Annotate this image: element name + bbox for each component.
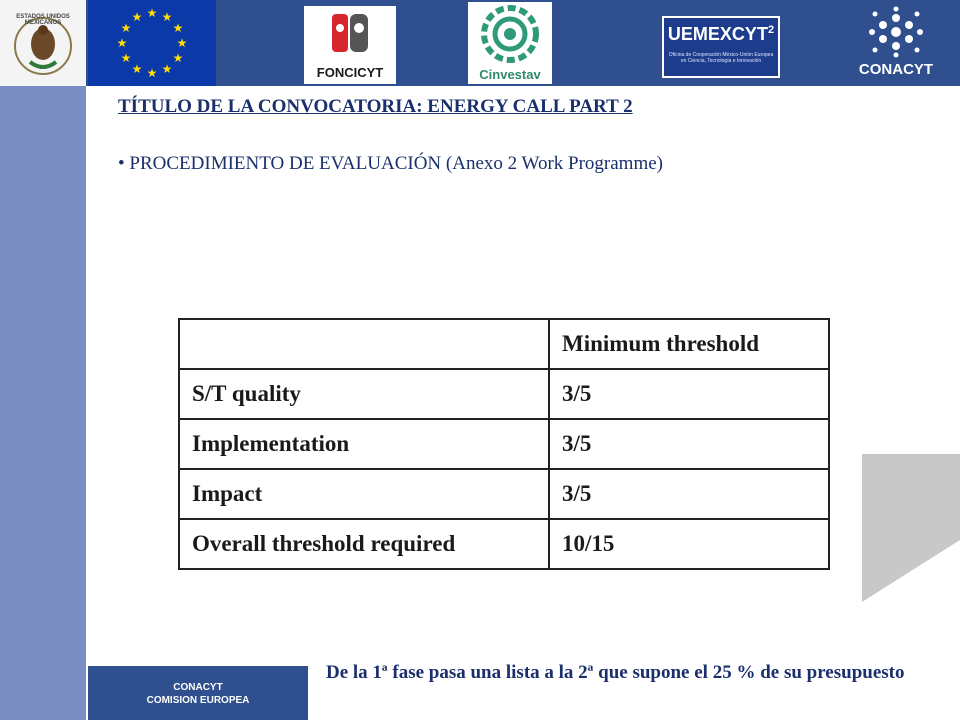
table-header-cell: Minimum threshold	[549, 319, 829, 369]
svg-text:★: ★	[120, 21, 132, 35]
table-header-cell	[179, 319, 549, 369]
footer-line-2: COMISION EUROPEA	[146, 695, 250, 706]
bullet-marker: •	[118, 153, 125, 174]
mexico-coat-of-arms-logo	[0, 0, 86, 86]
threshold-cell: 10/15	[549, 519, 829, 569]
footer-note: De la 1ª fase pasa una lista a la 2ª que supone el 25 % de su presupuesto	[326, 662, 905, 683]
foncicyt-logo	[304, 6, 396, 84]
svg-text:★: ★	[161, 10, 173, 24]
svg-text:★: ★	[172, 51, 184, 65]
eagle-emblem-icon	[0, 0, 86, 86]
cinvestav-emblem-icon	[468, 2, 552, 68]
decorative-gray-shape	[862, 454, 960, 602]
svg-text:★: ★	[131, 62, 143, 76]
criterion-cell: Implementation	[179, 419, 549, 469]
left-sidebar-band	[0, 86, 86, 666]
bullet-item	[118, 153, 663, 175]
uemexcyt-superscript: 2	[767, 24, 775, 36]
table-row	[179, 469, 829, 519]
threshold-cell: 3/5	[549, 419, 829, 469]
uemexcyt-logo	[662, 16, 780, 78]
table-row	[179, 419, 829, 469]
threshold-table	[178, 318, 830, 570]
threshold-cell: 3/5	[549, 369, 829, 419]
eu-flag-logo	[88, 0, 216, 86]
uemexcyt-logo-title: UEMEXCYT$^2$	[667, 24, 775, 44]
conacyt-logo-text: CONACYT	[858, 61, 934, 78]
header-bar	[0, 0, 960, 86]
footer-label-bar	[88, 666, 308, 720]
cinvestav-logo-text: Cinvestav	[479, 67, 541, 82]
foncicyt-logo-text: FONCICYT	[316, 65, 384, 80]
threshold-cell: 3/5	[549, 469, 829, 519]
svg-text:★: ★	[131, 10, 143, 24]
left-sidebar-footer-band	[0, 666, 86, 720]
foncicyt-emblem-icon	[304, 6, 396, 62]
svg-text:★: ★	[161, 62, 173, 76]
table-row	[179, 369, 829, 419]
svg-text:★: ★	[146, 6, 158, 20]
svg-text:★: ★	[116, 36, 128, 50]
footer-line-1: CONACYT	[173, 682, 223, 693]
slide-title: TÍTULO DE LA CONVOCATORIA: ENERGY CALL PART 2	[118, 96, 633, 117]
svg-text:★: ★	[146, 66, 158, 80]
table-row	[179, 519, 829, 569]
criterion-cell: Impact	[179, 469, 549, 519]
table-header-row	[179, 319, 829, 369]
svg-text:★: ★	[176, 36, 188, 50]
conacyt-dots-icon	[850, 6, 942, 58]
uemexcyt-logo-subtitle: Oficina de Cooperación México-Unión Europea en Ciencia, Tecnología e Innovación	[668, 52, 774, 64]
conacyt-logo	[850, 6, 942, 82]
criterion-cell: Overall threshold required	[179, 519, 549, 569]
svg-text:★: ★	[120, 51, 132, 65]
bullet-text: PROCEDIMIENTO DE EVALUACIÓN (Anexo 2 Work Programme)	[129, 153, 663, 174]
cinvestav-logo	[468, 2, 552, 84]
svg-text:★: ★	[172, 21, 184, 35]
eu-stars-icon	[88, 0, 216, 86]
mexico-logo-text: ESTADOS UNIDOS MEXICANOS	[16, 14, 70, 26]
criterion-cell: S/T quality	[179, 369, 549, 419]
